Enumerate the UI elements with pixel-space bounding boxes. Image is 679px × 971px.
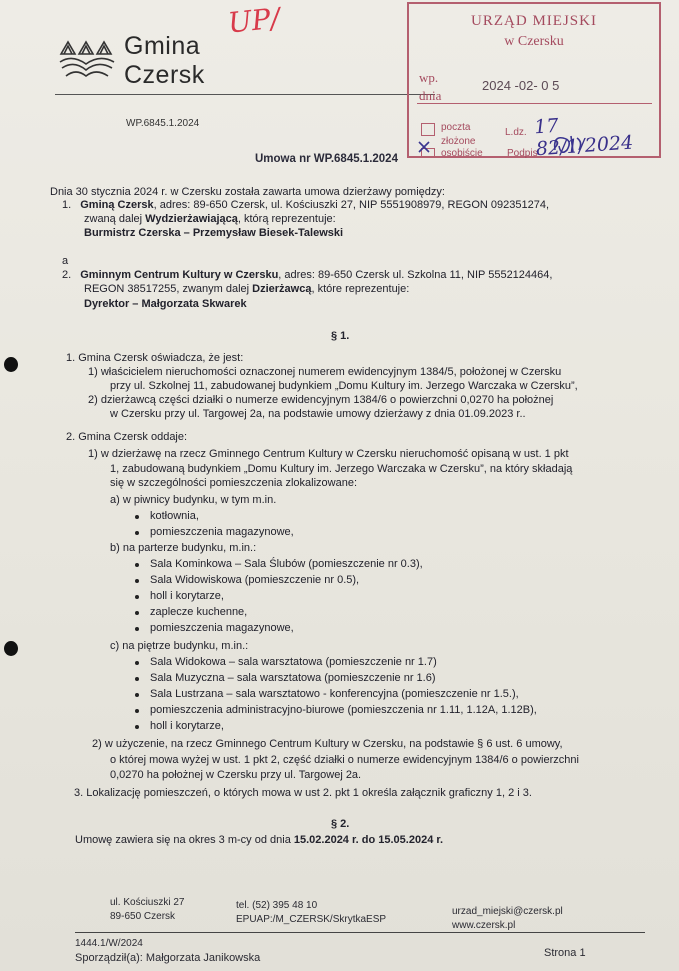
footer-phone: tel. (52) 395 48 10	[236, 900, 318, 911]
footer-author: Sporządził(a): Małgorzata Janikowska	[75, 952, 261, 964]
s1-line: kotłownia,	[150, 510, 199, 522]
bullet	[135, 579, 139, 583]
party2-details: , adres: 89-650 Czersk ul. Szkolna 11, NIP 5552124464,	[278, 269, 553, 281]
s1-line: a) w piwnicy budynku, w tym m.in.	[110, 494, 277, 506]
party1-name: Gminą Czersk	[80, 199, 154, 211]
stamp-poczta-label: poczta	[441, 122, 471, 133]
stamp-osobiscie-label: osobiście	[441, 148, 483, 159]
footer-epuap: EPUAP:/M_CZERSK/SkrytkaESP	[236, 914, 387, 925]
party1-line1	[62, 199, 549, 212]
s1-line: 2) dzierżawcą części działki o numerze ewidencyjnym 1384/6 o powierzchni 0,0270 ha położnej	[88, 394, 554, 406]
s1-line: Sala Widowiskowa (pomieszczenie nr 0.5),	[150, 574, 360, 586]
intro-text: Dnia 30 stycznia 2024 r. w Czersku została zawarta umowa dzierżawy pomiędzy:	[50, 186, 445, 198]
registry-stamp	[407, 2, 661, 161]
s1-line: się w szczególności pomieszczenia zlokalizowane:	[110, 477, 358, 489]
s1-line: b) na parterze budynku, m.in.:	[110, 542, 257, 554]
hole-punch-mark	[4, 357, 18, 372]
party1-num: 1.	[62, 199, 72, 211]
party2-line2-post: , które reprezentuje:	[311, 283, 410, 295]
s1-line: Sala Muzyczna – sala warsztatowa (pomieszczenie nr 1.6)	[150, 672, 436, 684]
s2-text	[75, 834, 443, 847]
bullet	[135, 627, 139, 631]
bullet	[135, 693, 139, 697]
s1-line: holl i korytarze,	[150, 720, 224, 732]
party2-line1	[62, 269, 552, 282]
bullet	[135, 563, 139, 567]
checkmark-icon	[409, 138, 469, 156]
footer-divider	[75, 932, 645, 933]
party2-representative: Dyrektor – Małgorzata Skwarek	[84, 298, 247, 310]
logo-text-czersk: Czersk	[124, 61, 205, 89]
bullet	[135, 725, 139, 729]
s1-line: 1. Gmina Czersk oświadcza, że jest:	[66, 352, 244, 364]
party2-role: Dzierżawcą	[252, 283, 312, 295]
section1-heading: § 1.	[331, 330, 350, 342]
s1-line: w Czersku przy ul. Targowej 2a, na podstawie umowy dzierżawy z dnia 01.09.2023 r..	[110, 408, 526, 420]
s1-line: 0,0270 ha położnej w Czersku przy ul. Targowej 2a.	[110, 769, 362, 781]
stamp-title: URZĄD MIEJSKI	[471, 13, 597, 29]
s1-line: o której mowa wyżej w ust. 1 pkt 2, część działki o numerze ewidencyjnym 1384/6 o powierzchni	[110, 754, 579, 766]
stamp-date: 2024 -02- 0 5	[482, 78, 560, 93]
s1-line: 1, zabudowaną budynkiem „Domu Kultury im. Jerzego Warczaka w Czersku”, na który składają	[110, 463, 573, 475]
stamp-podpis-label: Podpis	[507, 148, 538, 159]
s2-period: 15.02.2024 r. do 15.05.2024 r.	[293, 834, 444, 846]
party1-line2-pre: zwaną dalej	[84, 213, 146, 225]
party2-line2	[84, 283, 409, 296]
conjunction: a	[62, 255, 69, 267]
party2-num: 2.	[62, 269, 72, 281]
stamp-city: w Czersku	[504, 34, 564, 49]
s1-line: c) na piętrze budynku, m.in.:	[110, 640, 249, 652]
s1-line: pomieszczenia administracyjno-biurowe (pomieszczenia nr 1.11, 1.12A, 1.12B),	[150, 704, 537, 716]
reference-number: WP.6845.1.2024	[126, 118, 200, 129]
footer-address-street: ul. Kościuszki 27	[110, 897, 185, 908]
party1-line2	[84, 213, 336, 226]
s2-text-pre: Umowę zawiera się na okres 3 m-cy od dnia	[75, 834, 294, 846]
stamp-checkbox-poczta	[421, 123, 435, 136]
s1-line: Sala Widokowa – sala warsztatowa (pomieszczenie nr 1.7)	[150, 656, 437, 668]
stamp-wp-label: wp.	[419, 70, 439, 85]
header-divider	[55, 94, 435, 95]
s1-line: Sala Kominkowa – Sala Ślubów (pomieszczenie nr 0.3),	[150, 558, 423, 570]
party2-name: Gminnym Centrum Kultury w Czersku	[80, 269, 279, 281]
bullet	[135, 515, 139, 519]
bullet	[135, 531, 139, 535]
party1-line2-post: , którą reprezentuje:	[237, 213, 336, 225]
s1-line: Sala Lustrzana – sala warsztatowo - konferencyjna (pomieszczenie nr 1.5.),	[150, 688, 519, 700]
gmina-logo	[58, 30, 228, 90]
party1-representative: Burmistrz Czerska – Przemysław Biesek-Talewski	[84, 227, 344, 239]
bullet	[135, 611, 139, 615]
party1-role: Wydzierżawiającą	[145, 213, 238, 225]
stamp-divider	[417, 103, 652, 104]
s1-line: 1) w dzierżawę na rzecz Gminnego Centrum Kultury w Czersku nieruchomość opisaną w ust. 1 pkt	[88, 448, 569, 460]
bullet	[135, 677, 139, 681]
stamp-zlozone-label: złożone	[441, 136, 476, 147]
handwritten-signature-icon	[549, 132, 589, 156]
section2-heading: § 2.	[331, 818, 350, 830]
logo-text-gmina: Gmina	[124, 32, 201, 60]
handwritten-ldz-number: 17 82/1/2024	[533, 114, 634, 161]
contract-title: Umowa nr WP.6845.1.2024	[255, 153, 398, 165]
bullet	[135, 709, 139, 713]
s1-line: holl i korytarze,	[150, 590, 224, 602]
bullet	[135, 595, 139, 599]
bullet	[135, 661, 139, 665]
s1-line: zaplecze kuchenne,	[150, 606, 248, 618]
footer-address-city: 89-650 Czersk	[110, 911, 176, 922]
party2-line2-pre: REGON 38517255, zwanym dalej	[84, 283, 253, 295]
party1-details: , adres: 89-650 Czersk, ul. Kościuszki 27, NIP 5551908979, REGON 092351274,	[153, 199, 550, 211]
hole-punch-mark	[4, 641, 18, 656]
s1-line: pomieszczenia magazynowe,	[150, 526, 294, 538]
s1-line: 2. Gmina Czersk oddaje:	[66, 431, 188, 443]
footer-page-number: Strona 1	[544, 947, 586, 959]
s1-line: 1) właścicielem nieruchomości oznaczonej numerem ewidencyjnym 1384/5, położonej w Czersku	[88, 366, 562, 378]
stamp-ldz-label: L.dz.	[505, 127, 527, 138]
footer-doc-code: 1444.1/W/2024	[75, 938, 143, 949]
footer-website: www.czersk.pl	[452, 920, 516, 931]
s1-line: pomieszczenia magazynowe,	[150, 622, 294, 634]
s1-line: 2) w użyczenie, na rzecz Gminnego Centrum Kultury w Czersku, na podstawie § 6 ust. 6 umowy,	[92, 738, 563, 750]
s1-line: 3. Lokalizację pomieszczeń, o których mowa w ust 2. pkt 1 określa załącznik graficzny 1, 2 i 3.	[74, 787, 532, 799]
stamp-dnia-label: dnia	[419, 88, 442, 103]
s1-line: przy ul. Szkolnej 11, zabudowanej budynkiem „Domu Kultury im. Jerzego Warczaka w Czersku”,	[110, 380, 578, 392]
footer-email: urzad_miejski@czersk.pl	[452, 906, 563, 917]
handwritten-initials: UP/	[226, 1, 282, 40]
czersk-crest-icon	[58, 32, 118, 82]
